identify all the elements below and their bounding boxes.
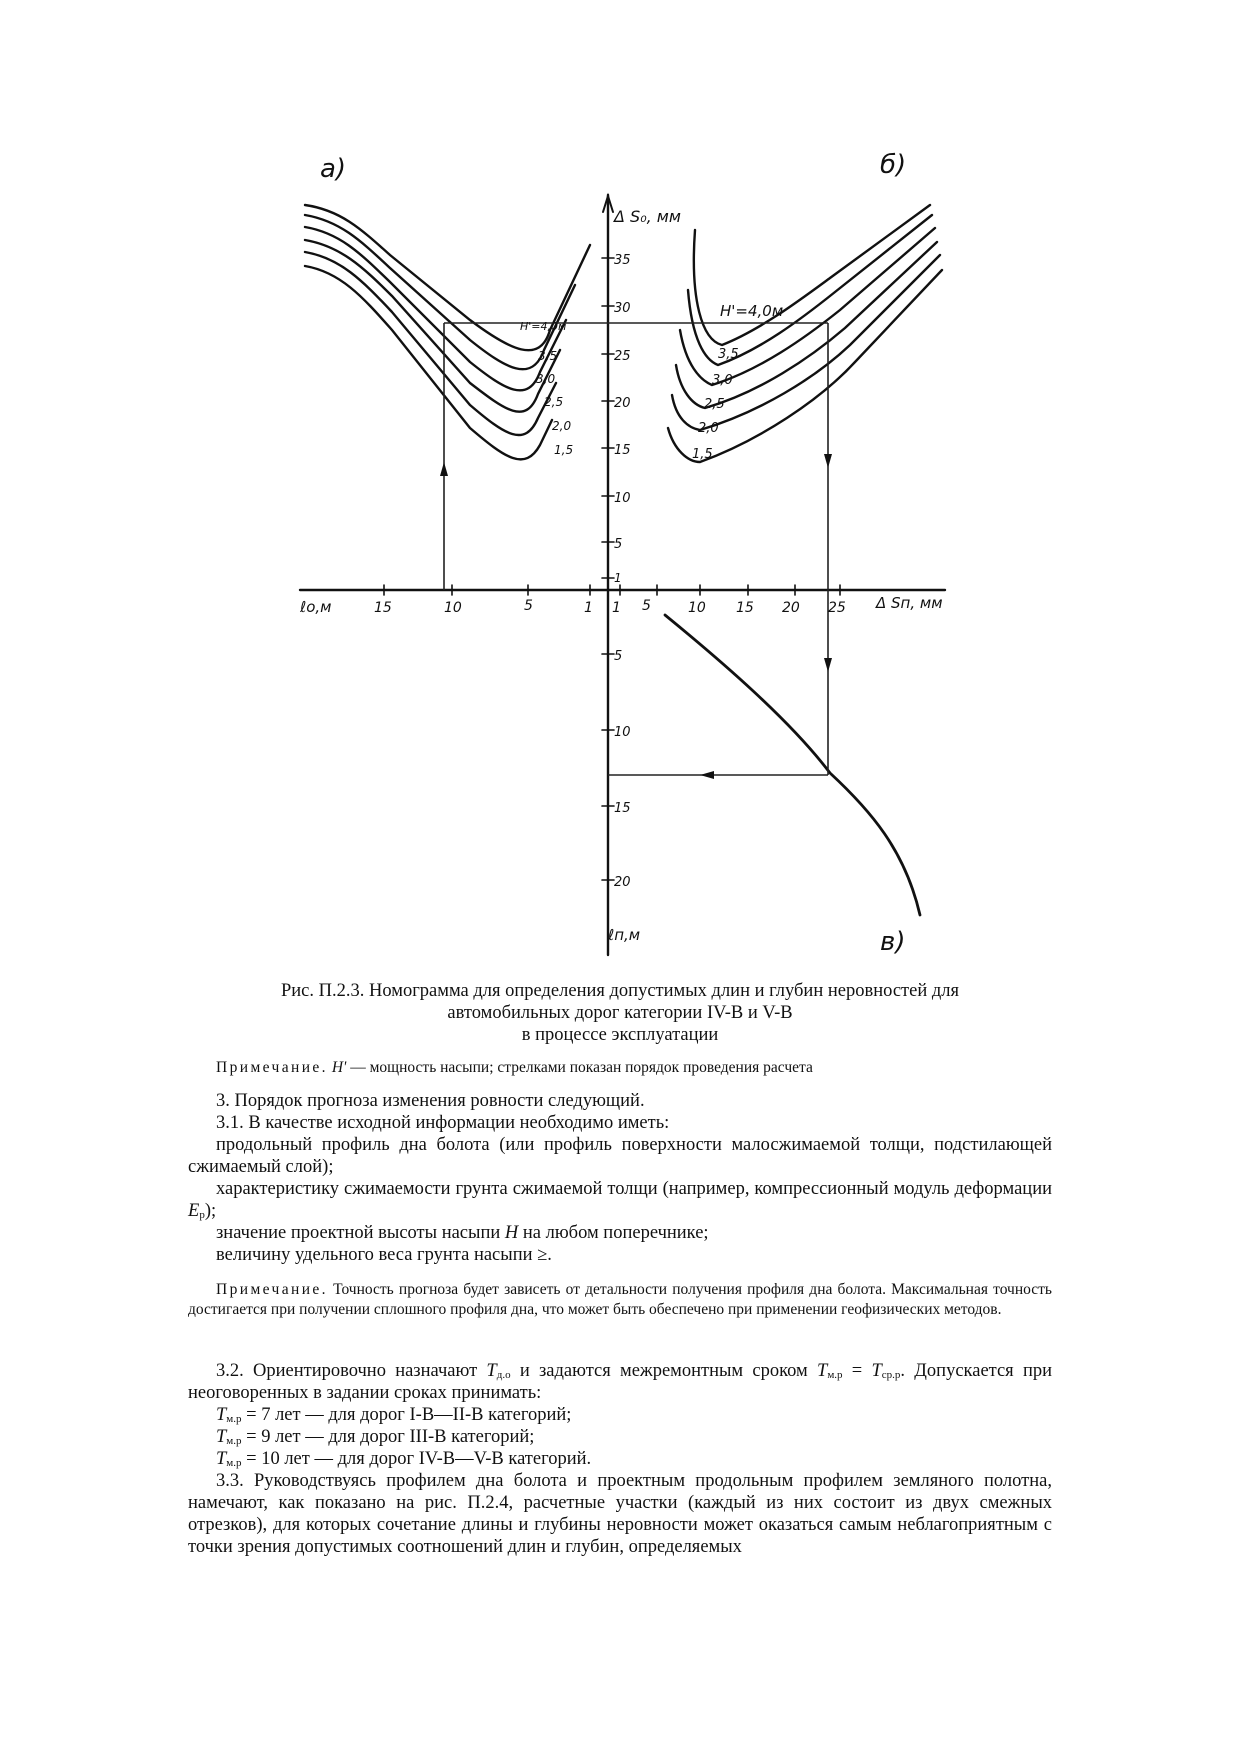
- x-left-title: ℓо,м: [300, 598, 332, 616]
- y-tick-label: 15: [614, 801, 631, 816]
- symbol-e: E: [188, 1201, 200, 1221]
- paragraph: [188, 1360, 1052, 1404]
- x-right-tick-label: 10: [688, 600, 706, 616]
- symbol-t: T: [871, 1361, 882, 1381]
- subscript: р: [199, 1209, 205, 1221]
- list-item-text: = 10 лет — для дорог IV-В—V-В категорий.: [241, 1449, 592, 1469]
- right-curve-label: 3,5: [718, 347, 739, 362]
- y-tick-label: 20: [614, 875, 631, 890]
- right-curve-1: [694, 205, 930, 345]
- panel-label-v: в): [880, 927, 906, 957]
- arrow-up-left: [440, 462, 448, 476]
- x-right-tick-label: 25: [828, 600, 846, 616]
- list-item-text: = 7 лет — для дорог I-В—II-В категорий;: [241, 1405, 572, 1425]
- panel-label-b: б): [880, 150, 907, 180]
- list-item-text: = 9 лет — для дорог III-В категорий;: [241, 1427, 535, 1447]
- right-curve-label: 1,5: [692, 447, 713, 462]
- y-tick-label: 30: [614, 301, 631, 316]
- x-right-tick-label: 20: [782, 600, 800, 616]
- right-curve-label: 3,0: [712, 373, 733, 388]
- paragraph: продольный профиль дна болота (или профиль поверхности малосжимаемой толщи, подстилающей сжимаемый слой);: [188, 1135, 1052, 1177]
- x-right-title: Δ Sп, мм: [876, 594, 943, 612]
- left-curve-label: 2,5: [544, 395, 564, 409]
- right-curve-label: H'=4,0м: [720, 302, 784, 320]
- symbol-t: T: [216, 1405, 227, 1425]
- right-curve-label: 2,5: [704, 397, 725, 412]
- note-1: [188, 1058, 1052, 1078]
- subscript: д.о: [496, 1369, 511, 1381]
- symbol-t: T: [817, 1361, 828, 1381]
- y-tick-label: 25: [614, 349, 631, 364]
- paragraph-text: характеристику сжимаемости грунта сжимаемой толщи (например, компрессионный модуль деформации: [216, 1179, 1052, 1199]
- note-2: [188, 1280, 1052, 1320]
- note-2-text: Точность прогноза будет зависеть от детальности получения профиля дна болота. Максимальная точность достигается при получении сплошного профиля дна, что может быть обеспечено при применении геофизических методов.: [188, 1281, 1052, 1318]
- lower-curve: [665, 615, 920, 915]
- symbol-h: H: [504, 1223, 519, 1243]
- y-axis-title: Δ S₀, мм: [614, 207, 681, 226]
- list-item: [188, 1448, 1052, 1470]
- left-curve-6: [305, 266, 552, 459]
- left-curve-5: [305, 252, 556, 435]
- subscript: ср.р: [881, 1369, 901, 1381]
- y-tick-label: 10: [614, 725, 631, 740]
- x-right-tick-label: 5: [642, 598, 651, 614]
- paragraph-text: =: [842, 1361, 872, 1381]
- subscript: м.р: [827, 1369, 843, 1381]
- list-item: [188, 1404, 1052, 1426]
- left-curve-label: 3,0: [536, 372, 556, 386]
- figure-caption: [188, 980, 1052, 1046]
- symbol-t: T: [216, 1427, 227, 1447]
- paragraph-text: на любом поперечнике;: [518, 1223, 709, 1243]
- x-left-tick-label: 1: [584, 600, 593, 616]
- subscript: м.р: [226, 1413, 242, 1425]
- list-item: [188, 1426, 1052, 1448]
- caption-line-2: автомобильных дорог категории IV-В и V-В: [447, 1003, 793, 1023]
- y-axis-bottom-title: ℓп,м: [608, 926, 641, 944]
- subscript: м.р: [226, 1435, 242, 1447]
- symbol-t: T: [486, 1361, 497, 1381]
- note-1-text: — мощность насыпи; стрелками показан порядок проведения расчета: [346, 1059, 813, 1076]
- y-tick-label: 5: [614, 537, 623, 552]
- left-curve-label: 3,5: [538, 349, 558, 363]
- arrow-left-bottom: [700, 771, 714, 779]
- y-tick-label: 5: [614, 649, 623, 664]
- y-tick-label: 1: [614, 571, 622, 585]
- left-curve-2: [305, 215, 575, 369]
- panel-label-a: а): [320, 154, 347, 184]
- paragraph: 3.3. Руководствуясь профилем дна болота и проектным продольным профилем земляного полотна, намечают, как показано на рис. П.2.4, расчетные участки (каждый из них состоит из двух смежных отрезков), для которых сочетание длины и глубины неровности может оказаться самым неблагоприятным с точки зрения допустимых соотношений длин и глубин, определяемых: [188, 1471, 1052, 1557]
- left-curve-label: 2,0: [552, 419, 572, 433]
- note-1-h-symbol: H': [331, 1059, 347, 1076]
- y-tick-label: 35: [614, 253, 631, 268]
- arrow-down-right-2: [824, 658, 832, 672]
- x-left-tick-label: 5: [524, 598, 533, 614]
- paragraph-text: значение проектной высоты насыпи: [216, 1223, 505, 1243]
- paragraph: 3. Порядок прогноза изменения ровности следующий.: [216, 1091, 645, 1111]
- y-tick-label: 15: [614, 443, 631, 458]
- y-tick-label: 10: [614, 491, 631, 506]
- paragraph-text: и задаются межремонтным сроком: [510, 1361, 818, 1381]
- caption-line-1: Рис. П.2.3. Номограмма для определения допустимых длин и глубин неровностей для: [280, 981, 960, 1001]
- symbol-t: T: [216, 1449, 227, 1469]
- note-1-label: Примечание.: [216, 1059, 328, 1076]
- x-left-tick-label: 15: [374, 600, 392, 616]
- right-curve-2: [688, 215, 932, 365]
- left-curve-label: 1,5: [554, 443, 574, 457]
- paragraph-text: 3.2. Ориентировочно назначают: [216, 1361, 487, 1381]
- caption-line-3: в процессе эксплуатации: [521, 1025, 719, 1045]
- arrow-down-right-1: [824, 454, 832, 468]
- paragraph: 3.1. В качестве исходной информации необходимо иметь:: [216, 1113, 670, 1133]
- subscript: м.р: [226, 1457, 242, 1469]
- note-2-label: Примечание.: [216, 1281, 328, 1298]
- x-right-tick-label: 1: [612, 600, 621, 616]
- paragraph: [188, 1178, 1052, 1222]
- construction-arrows: [440, 454, 832, 779]
- paragraph: величину удельного веса грунта насыпи ≥.: [216, 1245, 552, 1265]
- left-curve-label: H'=4,0м: [520, 320, 567, 333]
- right-curve-label: 2,0: [698, 421, 719, 436]
- y-tick-label: 20: [614, 396, 631, 411]
- section-3: [188, 1090, 1052, 1266]
- paragraph: [188, 1222, 1052, 1244]
- paragraph-text: );: [204, 1201, 217, 1221]
- x-right-tick-label: 15: [736, 600, 754, 616]
- section-3-2: [188, 1360, 1052, 1558]
- paragraph-text: . Допускается при неоговоренных в задании сроках принимать:: [188, 1361, 1052, 1403]
- x-left-tick-label: 10: [444, 600, 462, 616]
